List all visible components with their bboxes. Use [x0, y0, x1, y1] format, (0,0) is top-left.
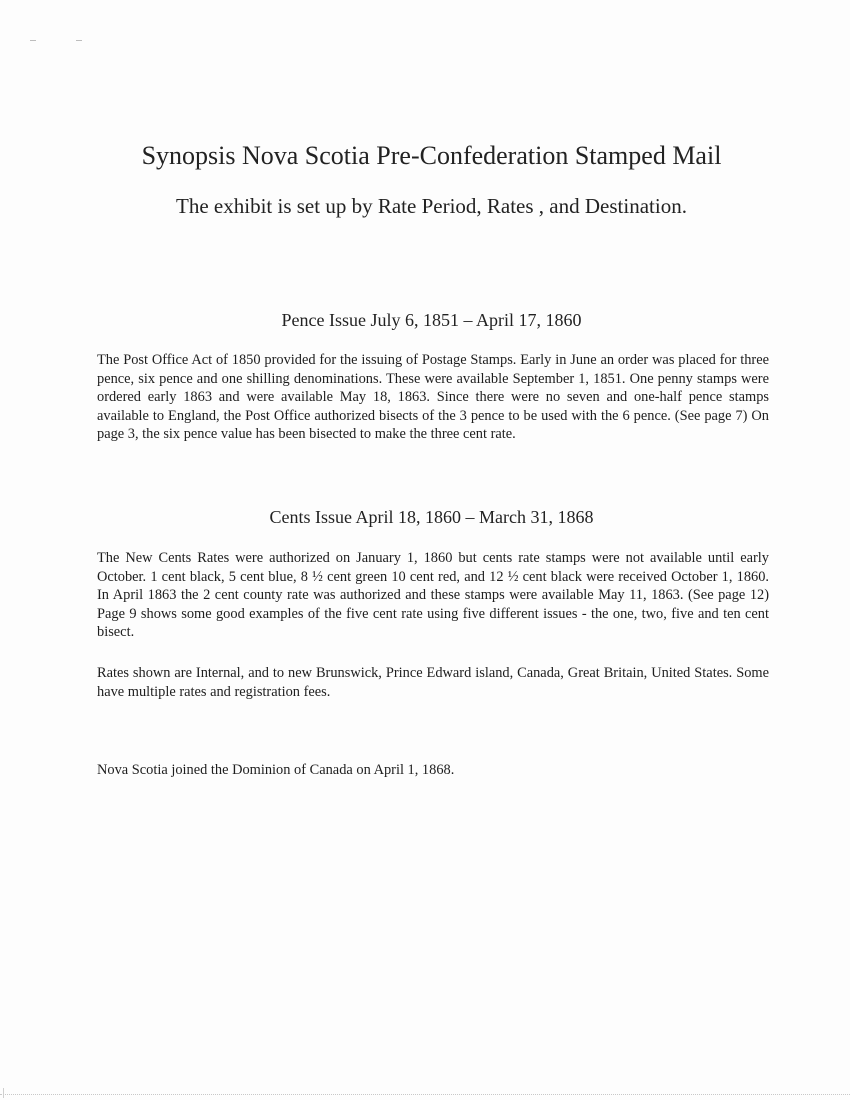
scan-mark [76, 40, 82, 41]
paragraph-cents-issue: The New Cents Rates were authorized on January 1, 1860 but cents rate stamps were not available until early October. 1 cent black, 5 cent blue, 8 ½ cent green 10 cent red, and 12 ½ cent black were received October 1, 1860. In April 1863 the 2 cent county rate was authorized and these stamps were available May 11, 1863. (See page 12) Page 9 shows some good examples of the five cent rate using five different issues - the one, two, five and ten cent bisect. [97, 550, 769, 640]
document-title: Synopsis Nova Scotia Pre-Confederation Stamped Mail [141, 141, 722, 170]
paragraph-rates-shown: Rates shown are Internal, and to new Brunswick, Prince Edward island, Canada, Great Britain, United States. Some have multiple rates and registration fees. [97, 665, 769, 700]
section-heading-cents-issue: Cents Issue April 18, 1860 – March 31, 1868 [269, 507, 594, 527]
section-heading-pence-issue: Pence Issue July 6, 1851 – April 17, 1860 [281, 310, 582, 330]
page-corner-mark [3, 1088, 4, 1098]
closing-statement: Nova Scotia joined the Dominion of Canada on April 1, 1868. [97, 762, 455, 778]
page-bottom-edge [0, 1094, 850, 1096]
paragraph-pence-issue: The Post Office Act of 1850 provided for the issuing of Postage Stamps. Early in June an order was placed for three pence, six pence and one shilling denominations. These were available September 1, 1851. One penny stamps were ordered early 1863 and were available May 18, 1863. Since there were no seven and one-half pence stamps available to England, the Post Office authorized bisects of the 3 pence to be used with the 6 pence. (See page 7) On page 3, the six pence value has been bisected to make the three cent rate. [97, 352, 769, 442]
document-subtitle: The exhibit is set up by Rate Period, Rates , and Destination. [176, 194, 687, 218]
scan-mark [30, 40, 36, 41]
